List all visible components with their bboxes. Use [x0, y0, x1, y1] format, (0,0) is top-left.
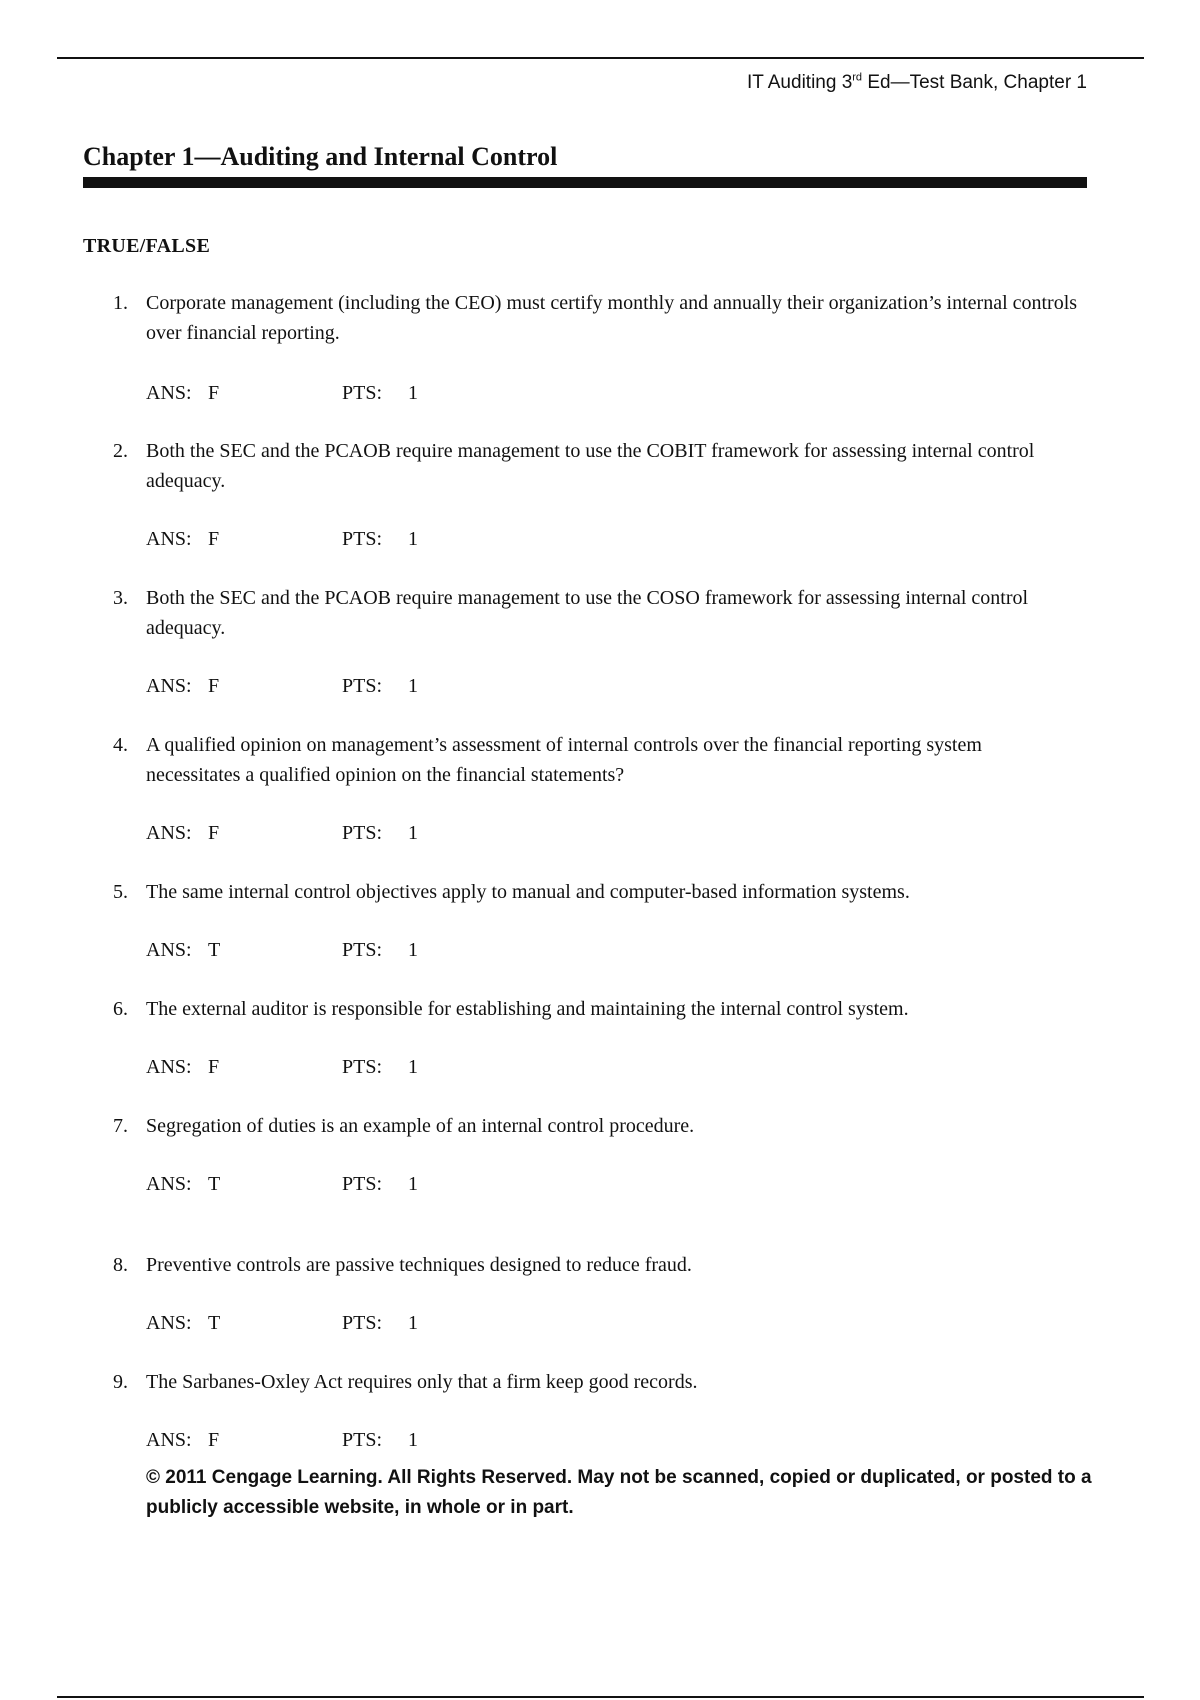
question-text: The same internal control objectives apply to manual and computer-based information systems. [146, 881, 910, 903]
ans-label: ANS: [146, 939, 192, 961]
ans-label: ANS: [146, 822, 192, 844]
pts-label: PTS: [342, 939, 383, 961]
running-header [747, 72, 1087, 94]
question-number: 1. [113, 292, 128, 314]
copyright-notice: © 2011 Cengage Learning. All Rights Reserved. May not be scanned, copied or duplicated, or posted to a publicly accessible website, in whole or in part. [146, 1467, 1092, 1518]
chapter-title: Chapter 1—Auditing and Internal Control [83, 142, 558, 171]
pts-label: PTS: [342, 528, 383, 550]
ans-value: F [208, 822, 220, 844]
question-number: 3. [113, 587, 128, 609]
pts-label: PTS: [342, 675, 383, 697]
ans-value: F [208, 1429, 220, 1451]
pts-value: 1 [408, 528, 418, 550]
ans-value: F [208, 382, 220, 404]
question-number: 9. [113, 1371, 128, 1393]
ans-label: ANS: [146, 382, 192, 404]
running-header-superscript: rd [852, 71, 863, 84]
ans-value: F [208, 528, 220, 550]
ans-value: T [208, 939, 221, 961]
pts-label: PTS: [342, 1173, 383, 1195]
pts-value: 1 [408, 822, 418, 844]
question-number: 6. [113, 998, 128, 1020]
question-text: Corporate management (including the CEO) must certify monthly and annually their organization’s internal controls over financial reporting. [146, 292, 1078, 344]
pts-value: 1 [408, 939, 418, 961]
pts-label: PTS: [342, 822, 383, 844]
pts-value: 1 [408, 382, 418, 404]
ans-value: F [208, 1056, 220, 1078]
question-text: Both the SEC and the PCAOB require management to use the COBIT framework for assessing internal control adequacy. [146, 440, 1035, 492]
running-header-subtitle: Ed—Test Bank, Chapter 1 [862, 72, 1087, 93]
question-text: Both the SEC and the PCAOB require management to use the COSO framework for assessing internal control adequacy. [146, 587, 1029, 639]
pts-value: 1 [408, 1429, 418, 1451]
top-rule [57, 57, 1144, 59]
question-text: Preventive controls are passive techniques designed to reduce fraud. [146, 1254, 692, 1276]
question-number: 5. [113, 881, 128, 903]
question-text: The Sarbanes-Oxley Act requires only that a firm keep good records. [146, 1371, 698, 1393]
question-number: 4. [113, 734, 128, 756]
question-number: 7. [113, 1115, 128, 1137]
question-text: Segregation of duties is an example of an internal control procedure. [146, 1115, 695, 1137]
pts-label: PTS: [342, 1312, 383, 1334]
chapter-rule [83, 177, 1087, 188]
ans-label: ANS: [146, 1429, 192, 1451]
pts-value: 1 [408, 1056, 418, 1078]
question-text: A qualified opinion on management’s assessment of internal controls over the financial reporting system necessitates a qualified opinion on the financial statements? [146, 734, 982, 786]
question-number: 2. [113, 440, 128, 462]
ans-label: ANS: [146, 1312, 192, 1334]
ans-value: T [208, 1312, 221, 1334]
pts-label: PTS: [342, 1429, 383, 1451]
ans-label: ANS: [146, 1056, 192, 1078]
pts-value: 1 [408, 675, 418, 697]
pts-label: PTS: [342, 1056, 383, 1078]
ans-value: T [208, 1173, 221, 1195]
bottom-rule [57, 1696, 1144, 1698]
pts-value: 1 [408, 1312, 418, 1334]
ans-label: ANS: [146, 1173, 192, 1195]
question-text: The external auditor is responsible for establishing and maintaining the internal control system. [146, 998, 909, 1020]
ans-value: F [208, 675, 220, 697]
pts-value: 1 [408, 1173, 418, 1195]
ans-label: ANS: [146, 528, 192, 550]
ans-label: ANS: [146, 675, 192, 697]
pts-label: PTS: [342, 382, 383, 404]
running-header-title: IT Auditing 3 [746, 72, 853, 93]
section-heading: TRUE/FALSE [83, 235, 211, 257]
question-number: 8. [113, 1254, 128, 1276]
